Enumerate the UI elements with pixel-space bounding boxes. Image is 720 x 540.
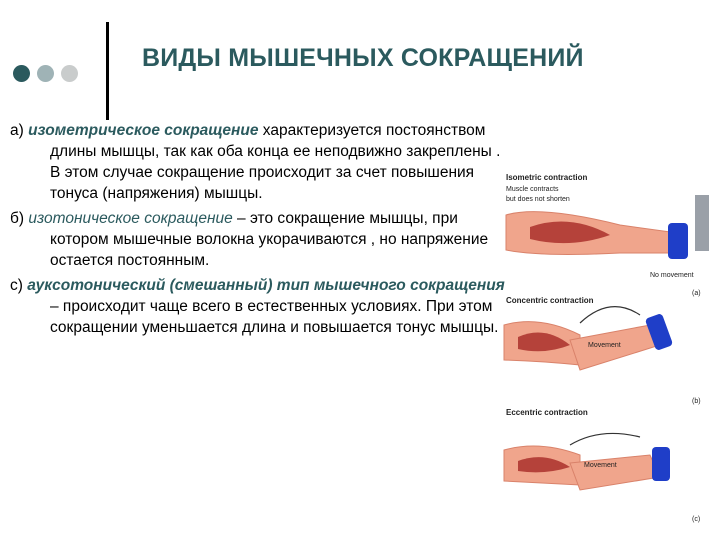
panel-c-letter: (c)	[692, 516, 701, 523]
movement-arrow-icon	[570, 433, 640, 445]
paragraph-auxotonic	[6, 275, 511, 338]
panel-concentric	[504, 296, 701, 405]
slide-title: ВИДЫ МЫШЕЧНЫХ СОКРАЩЕНИЙ	[142, 44, 584, 72]
panel-c-note: Movement	[584, 462, 617, 469]
dot-light	[61, 65, 78, 82]
title-divider	[106, 22, 109, 120]
muscle-contraction-figure	[500, 165, 716, 535]
dot-medium	[37, 65, 54, 82]
paragraph-text: характеризуется постоянством длины мышцы, так как оба конца ее неподвижно закреплены . В этом случае сокращение происходит за счет повышения тонуса (напряжения) мышцы.	[50, 122, 501, 202]
paragraph-text: – происходит чаще всего в естественных условиях. При этом сокращении уменьшается длина и повышается тонус мышцы.	[50, 298, 499, 336]
paragraph-isometric	[6, 120, 511, 204]
panel-a-line2: but does not shorten	[506, 196, 570, 203]
term-isotonic: изотоническое сокращение	[28, 210, 233, 227]
panel-isometric	[506, 173, 709, 297]
dot-dark	[13, 65, 30, 82]
decorative-dots	[13, 65, 78, 82]
term-auxotonic: ауксотонический (смешанный) тип мышечного сокращения	[27, 277, 505, 294]
paragraph-prefix: с)	[10, 277, 28, 294]
panel-eccentric	[504, 408, 700, 523]
panel-a-heading: Isometric contraction	[506, 173, 588, 182]
paragraph-text: – это сокращение мышцы, при котором мышечные волокна укорачиваются , но напряжение остается постоянным.	[50, 210, 489, 269]
movement-arrow-icon	[580, 307, 640, 323]
panel-b-letter: (b)	[692, 398, 701, 405]
paragraph-prefix: а)	[10, 122, 29, 139]
paragraph-isotonic	[6, 208, 511, 271]
dumbbell-icon	[668, 223, 688, 259]
panel-a-line1: Muscle contracts	[506, 186, 559, 193]
panel-a-note: No movement	[650, 272, 694, 279]
paragraph-prefix: б)	[10, 210, 29, 227]
panel-b-note: Movement	[588, 342, 621, 349]
panel-c-heading: Eccentric contraction	[506, 408, 588, 417]
panel-b-heading: Concentric contraction	[506, 296, 594, 305]
panel-a-letter: (a)	[692, 290, 701, 297]
forearm-shape	[570, 455, 660, 490]
term-isometric: изометрическое сокращение	[28, 122, 259, 139]
anchor-block	[695, 195, 709, 251]
dumbbell-icon	[652, 447, 670, 481]
slide-body	[6, 120, 511, 342]
